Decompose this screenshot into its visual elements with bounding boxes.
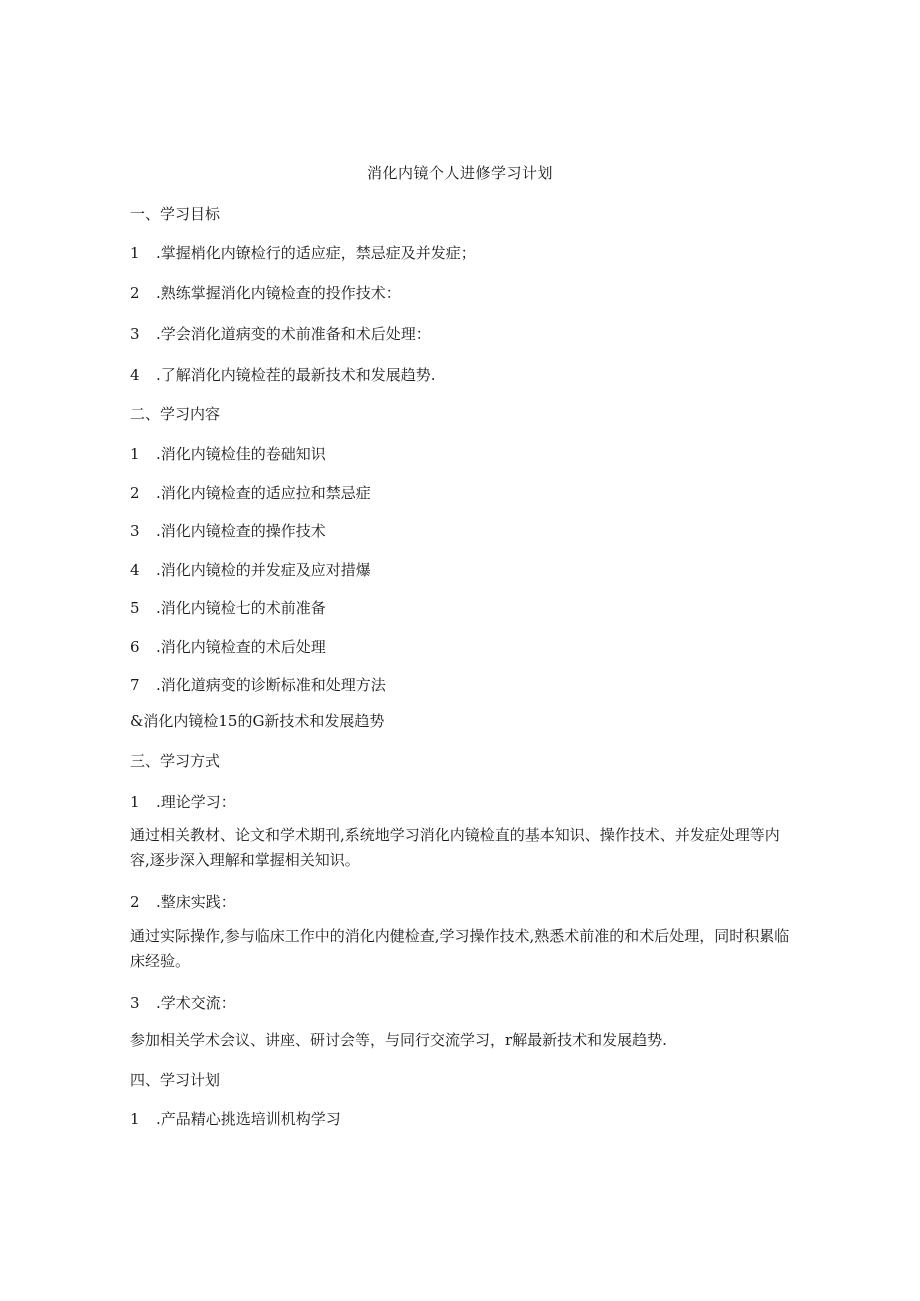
content-item-1 <box>130 444 326 464</box>
method-3-title <box>130 993 236 1013</box>
goal-item-1-text: .掌握梢化内镣检行的适应症，禁忌症及并发症； <box>156 244 476 262</box>
section-heading-goals: 一、学习目标 <box>130 205 221 223</box>
content-item-2 <box>130 483 371 503</box>
content-item-1-number: 1 <box>130 445 140 463</box>
section-heading-methods: 三、学习方式 <box>130 752 221 770</box>
content-item-3-text: .消化内镜检查的操作技术 <box>156 522 326 540</box>
content-item-7 <box>130 675 386 695</box>
content-item-7-number: 7 <box>130 676 140 694</box>
goal-item-4-number: 4 <box>130 366 140 384</box>
content-item-3-number: 3 <box>130 522 140 540</box>
content-item-5-text: .消化内镜检七的术前准备 <box>156 599 326 617</box>
content-item-3 <box>130 521 326 541</box>
section-heading-plan: 四、学习计划 <box>130 1071 221 1089</box>
goal-item-1 <box>130 243 476 263</box>
method-3-label: .学术交流： <box>156 994 236 1012</box>
goal-item-3 <box>130 324 431 344</box>
method-1-label: .理论学习： <box>156 793 236 811</box>
method-2-label: .整床实践： <box>156 893 236 911</box>
goal-item-2-text: .熟练掌握消化内镜检查的投作技术： <box>156 284 401 302</box>
content-item-2-text: .消化内镜检查的适应拉和禁忌症 <box>156 484 371 502</box>
method-1-number: 1 <box>130 793 140 811</box>
method-3-body: 参加相关学术会议、讲座、研讨会等，与同行交流学习，r解最新技术和发展趋势. <box>130 1031 667 1049</box>
content-item-1-text: .消化内镜检佳的卷础知识 <box>156 445 326 463</box>
section-heading-content: 二、学习内容 <box>130 405 221 423</box>
goal-item-4-text: .了解消化内镜检茬的最新技术和发展趋势. <box>156 366 436 384</box>
goal-item-4 <box>130 365 436 385</box>
content-item-5 <box>130 598 326 618</box>
content-item-5-number: 5 <box>130 599 140 617</box>
content-item-4-text: .消化内镜检的并发症及应对措爆 <box>156 561 371 579</box>
method-2-number: 2 <box>130 893 140 911</box>
content-item-6-text: .消化内镜检查的术后处理 <box>156 638 326 656</box>
method-1-body: 通过相关教材、论文和学术期刊,系统地学习消化内镜检直的基本知识、操作技术、并发症处理等内容,逐步深入理解和掌握相关知识。 <box>130 826 780 869</box>
content-item-2-number: 2 <box>130 484 140 502</box>
method-2-body: 通过实际操作,参与临床工作中的消化内健检查,学习操作技术,熟悉术前准的和术后处理，同时积累临床经验。 <box>130 927 790 970</box>
document-title: 消化内镜个人进修学习计划 <box>366 164 553 182</box>
method-2-title <box>130 892 236 912</box>
goal-item-3-number: 3 <box>130 325 140 343</box>
content-item-7-text: .消化道病变的诊断标准和处理方法 <box>156 676 386 694</box>
content-item-6-number: 6 <box>130 638 140 656</box>
content-item-4 <box>130 560 371 580</box>
content-item-4-number: 4 <box>130 561 140 579</box>
method-3-number: 3 <box>130 994 140 1012</box>
method-1-title <box>130 792 236 812</box>
goal-item-2 <box>130 283 401 303</box>
plan-item-1 <box>130 1109 341 1129</box>
plan-item-1-number: 1 <box>130 1110 140 1128</box>
content-item-8: &消化内镜检15的G新技术和发展趋势 <box>130 712 385 730</box>
goal-item-1-number: 1 <box>130 244 140 262</box>
plan-item-1-text: .产品精心挑选培训机构学习 <box>156 1110 341 1128</box>
goal-item-3-text: .学会消化道病变的术前准备和术后处理： <box>156 325 431 343</box>
goal-item-2-number: 2 <box>130 284 140 302</box>
content-item-6 <box>130 637 326 657</box>
